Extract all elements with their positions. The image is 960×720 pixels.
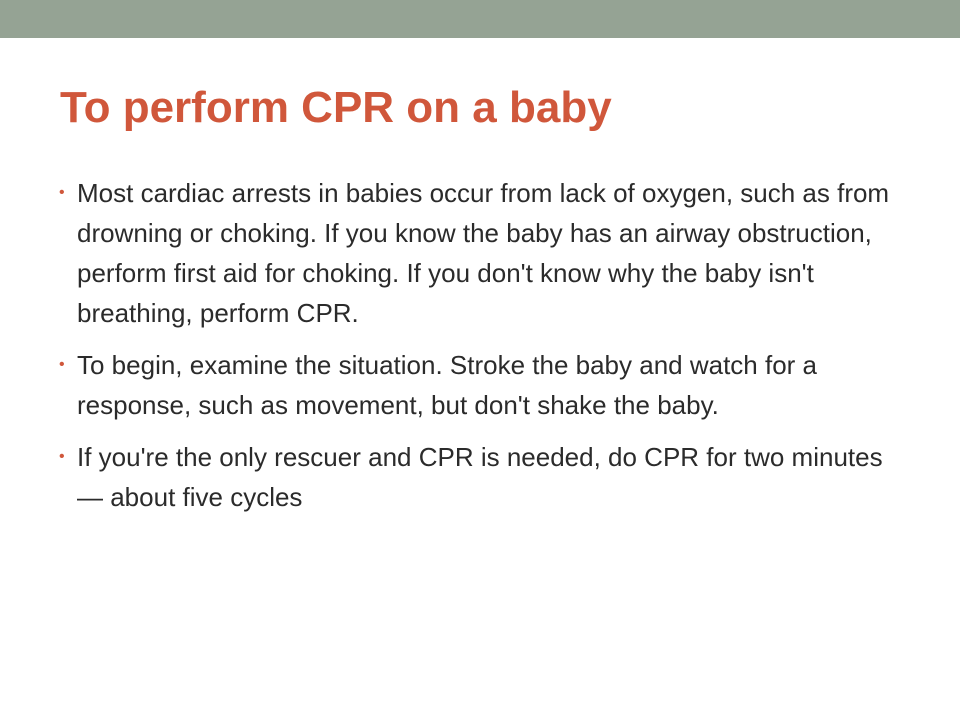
- slide-title: To perform CPR on a baby: [60, 83, 612, 132]
- bullet-dot-icon: •: [59, 184, 65, 201]
- bullet-item: [58, 437, 910, 517]
- bullet-list: [58, 173, 910, 529]
- bullet-text: To begin, examine the situation. Stroke the baby and watch for a response, such as movement, but don't shake the baby.: [77, 350, 818, 420]
- bullet-dot-icon: •: [59, 356, 65, 373]
- bullet-text: If you're the only rescuer and CPR is needed, do CPR for two minutes — about five cycles: [77, 442, 883, 512]
- bullet-dot-icon: •: [59, 448, 65, 465]
- bullet-text: Most cardiac arrests in babies occur from lack of oxygen, such as from drowning or choking. If you know the baby has an airway obstruction, perform first aid for choking. If you don't know why the baby isn't breathing, perform CPR.: [77, 178, 890, 328]
- bullet-item: [58, 173, 910, 333]
- top-accent-bar: [0, 0, 960, 38]
- bullet-item: [58, 345, 910, 425]
